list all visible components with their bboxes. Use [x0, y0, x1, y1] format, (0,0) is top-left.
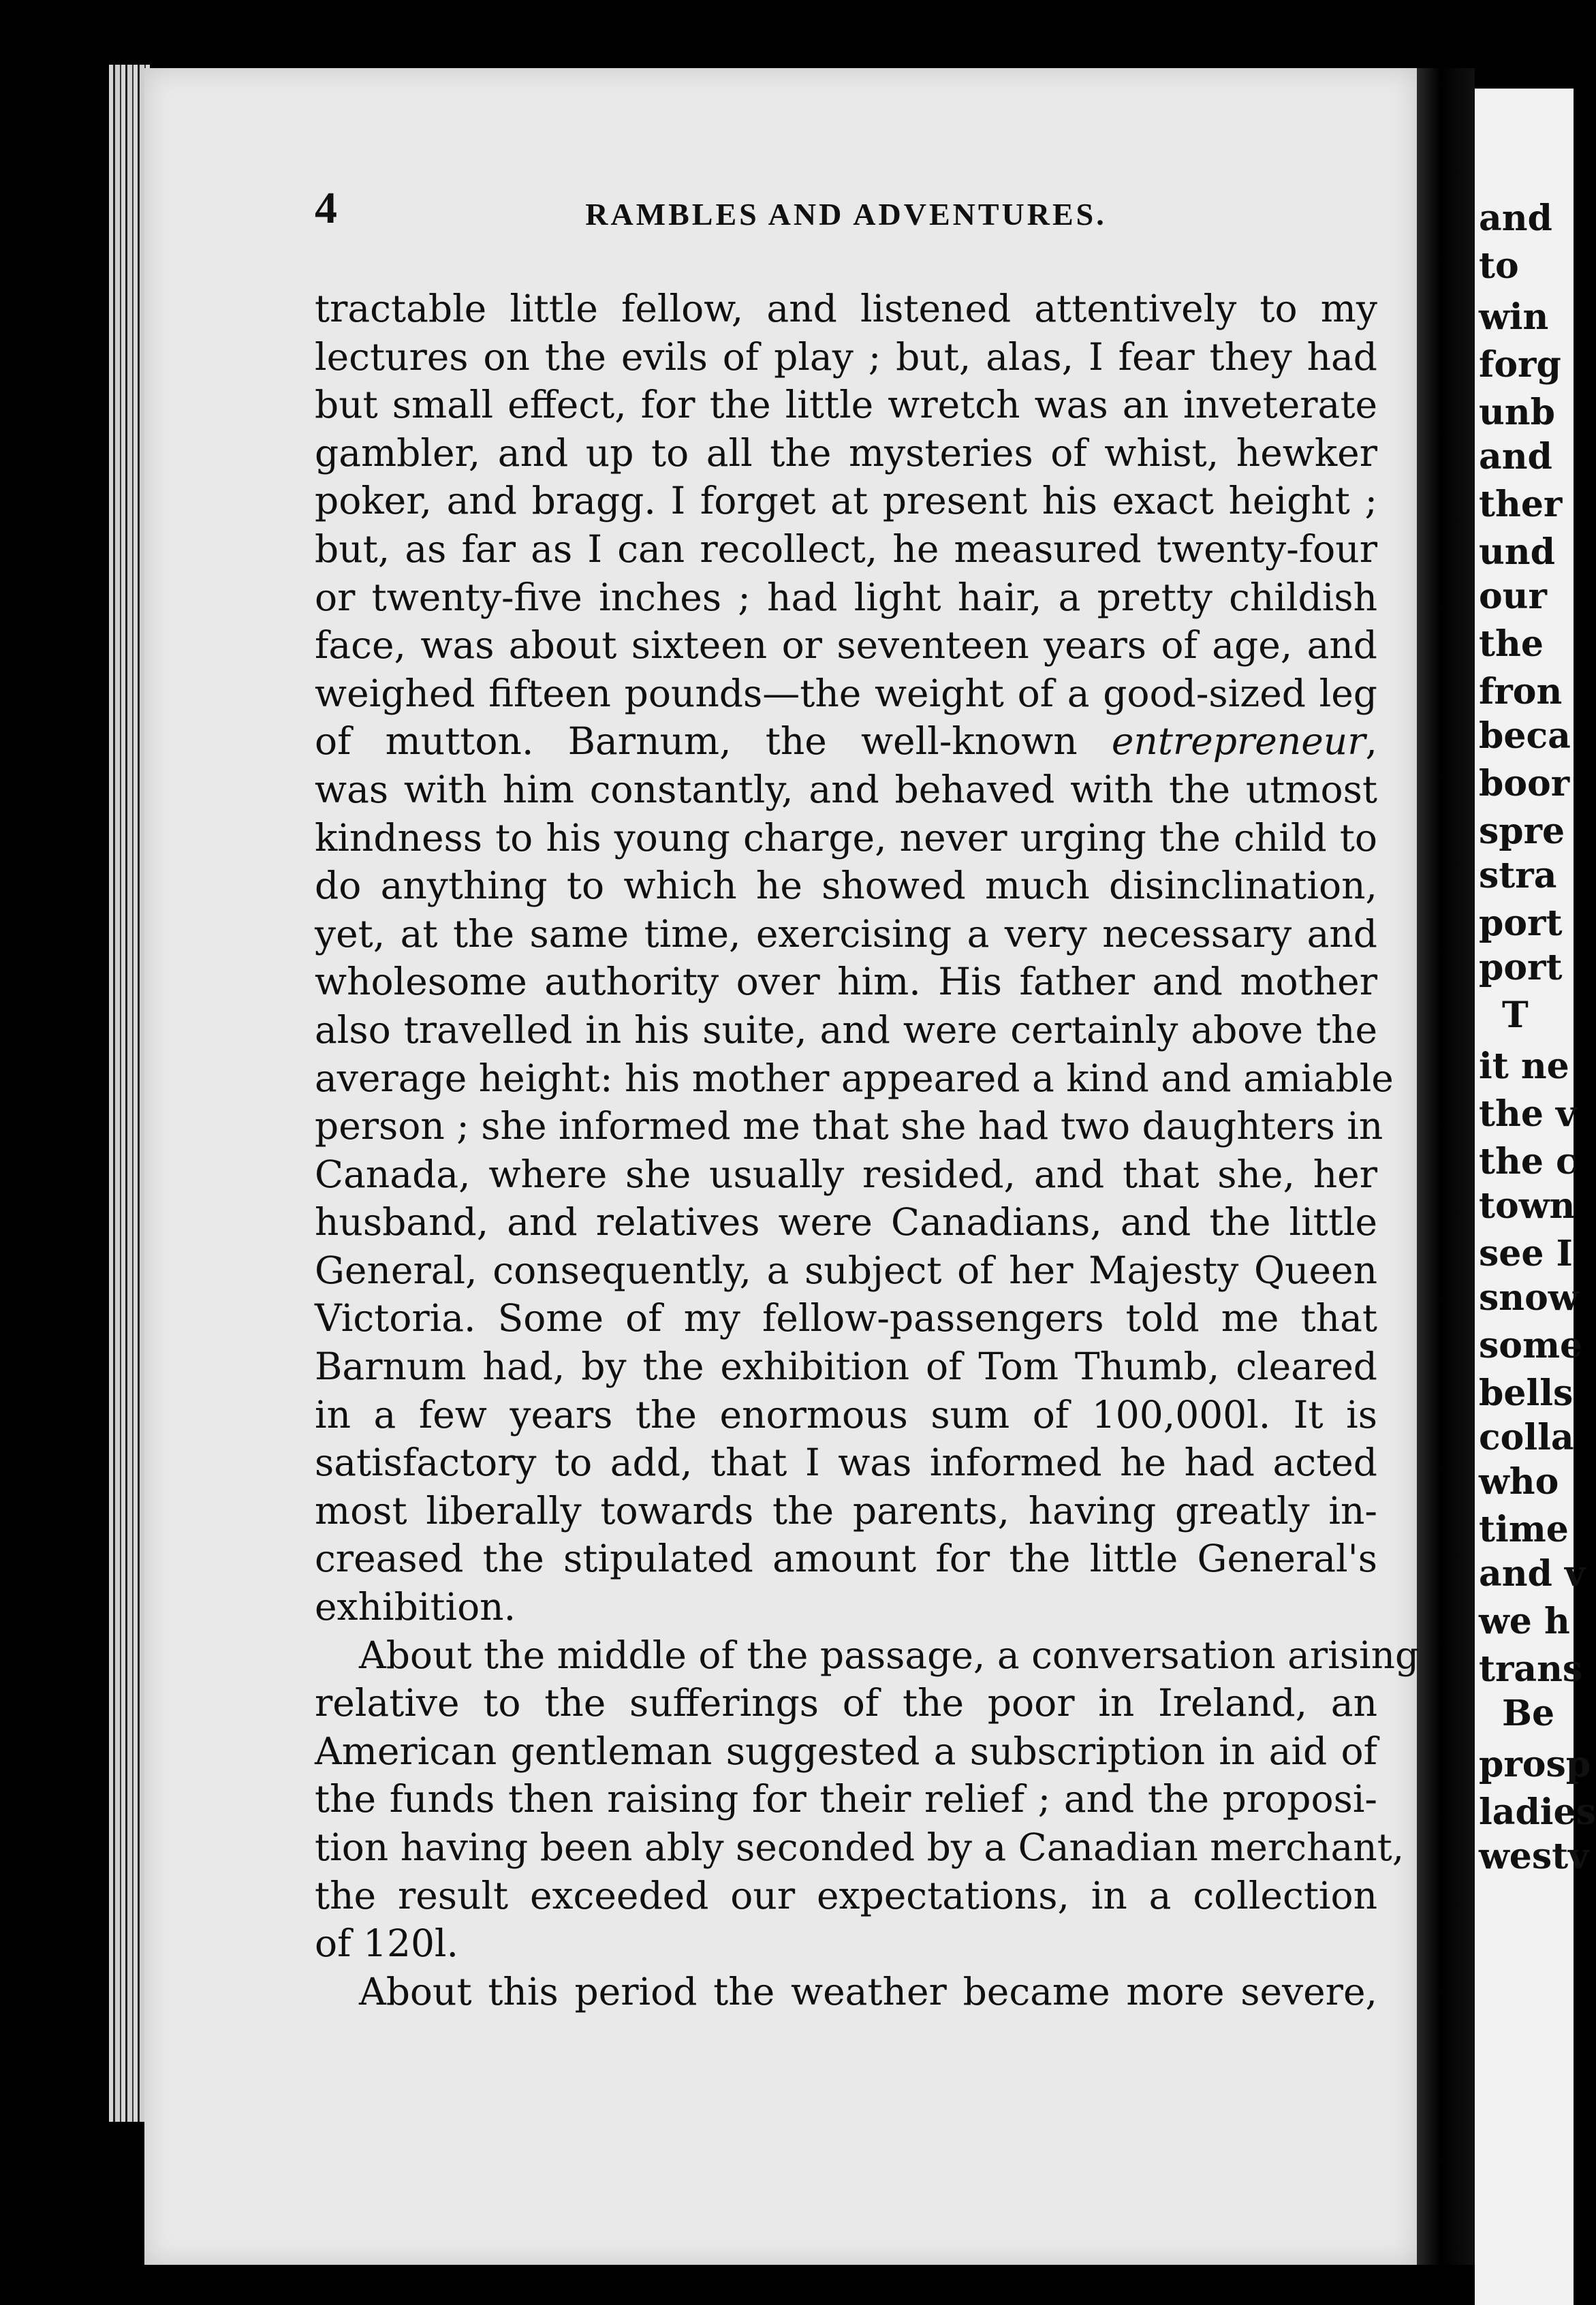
text-line: exhibition.: [315, 1585, 516, 1629]
text-line: most liberally towards the parents, having greatly in-: [315, 1488, 1377, 1533]
adjacent-page-fragment: westv: [1479, 1836, 1589, 1877]
adjacent-page-fragment: forg: [1479, 344, 1561, 386]
text-line: General, consequently, a subject of her Majesty Queen: [315, 1248, 1377, 1292]
adjacent-page-fragment: fron: [1479, 671, 1563, 712]
adjacent-page-fragment: we h: [1479, 1601, 1570, 1642]
adjacent-page-fragment: win: [1479, 296, 1549, 338]
adjacent-page-fragment: who: [1479, 1461, 1559, 1503]
adjacent-page-fragment: the v: [1479, 1093, 1577, 1135]
paragraph: [315, 285, 1394, 1631]
adjacent-page-fragment: and v: [1479, 1553, 1586, 1595]
text-line: but small effect, for the little wretch was an inveterate: [315, 383, 1377, 427]
text-line: also travelled in his suite, and were certainly above the: [315, 1007, 1377, 1052]
page-number: 4: [315, 183, 337, 233]
text-line: creased the stipulated amount for the little General's: [315, 1537, 1377, 1581]
adjacent-page-fragment: the c: [1479, 1141, 1578, 1182]
adjacent-page-fragment: port: [1479, 903, 1563, 944]
adjacent-page-fragment: boor: [1479, 763, 1570, 804]
text-line: Barnum had, by the exhibition of Tom Thumb, cleared: [315, 1345, 1377, 1389]
adjacent-page-strip: [1475, 89, 1596, 2305]
text-line: was with him constantly, and behaved with the utmost: [315, 767, 1377, 811]
text-line: face, was about sixteen or seventeen years of age, and: [315, 623, 1377, 668]
text-line: American gentleman suggested a subscription in aid of: [315, 1729, 1377, 1773]
adjacent-page-fragment: T: [1502, 994, 1529, 1036]
text-line: Canada, where she usually resided, and that she, her: [315, 1152, 1377, 1196]
adjacent-page-fragment: port: [1479, 947, 1563, 988]
text-line: About the middle of the passage, a conversation arising: [359, 1633, 1420, 1677]
adjacent-page-fragment: and: [1479, 436, 1552, 477]
text-line: yet, at the same time, exercising a very necessary and: [315, 911, 1377, 956]
adjacent-page-fragment: ladies: [1479, 1791, 1596, 1833]
scan-border: [0, 0, 109, 2305]
adjacent-page-fragment: some: [1479, 1325, 1583, 1366]
text-line: relative to the sufferings of the poor in Ireland, an: [315, 1681, 1377, 1725]
adjacent-page-fragment: stra: [1479, 855, 1557, 896]
adjacent-page-fragment: Be: [1502, 1693, 1555, 1734]
text-line: average height: his mother appeared a kind and amiable: [315, 1056, 1394, 1100]
page-header: [315, 183, 1377, 237]
text-line: the funds then raising for their relief ; and the proposi-: [315, 1777, 1377, 1821]
text-line: About this period the weather became more severe,: [359, 1969, 1377, 2013]
adjacent-page-fragment: und: [1479, 531, 1555, 573]
text-line: poker, and bragg. I forget at present his exact height ;: [315, 479, 1377, 523]
adjacent-page-fragment: the: [1479, 623, 1544, 665]
adjacent-page-fragment: town: [1479, 1185, 1576, 1227]
paragraph: [315, 1968, 1377, 2016]
paragraph: [315, 1631, 1420, 1968]
running-head: RAMBLES AND ADVENTURES.: [585, 197, 1107, 232]
text-line: tion having been ably seconded by a Canadian merchant,: [315, 1825, 1405, 1869]
text-line: in a few years the enormous sum of 100,000l. It is: [315, 1392, 1377, 1437]
adjacent-page-fragment: time: [1479, 1509, 1569, 1550]
text-line: or twenty-five inches ; had light hair, a pretty childish: [315, 575, 1377, 619]
text-line: husband, and relatives were Canadians, and the little: [315, 1200, 1377, 1244]
text-line: wholesome authority over him. His father and mother: [315, 960, 1377, 1004]
text-line: satisfactory to add, that I was informed he had acted: [315, 1441, 1377, 1485]
adjacent-page-fragment: see I: [1479, 1233, 1573, 1274]
text-line: kindness to his young charge, never urging the child to: [315, 815, 1377, 860]
text-line: person ; she informed me that she had two daughters in: [315, 1104, 1383, 1148]
page-edges: [109, 65, 150, 2122]
adjacent-page-fragment: trans: [1479, 1648, 1583, 1690]
book-gutter: [1417, 68, 1475, 2265]
adjacent-page-fragment: our: [1479, 576, 1547, 617]
adjacent-page-fragment: bells: [1479, 1373, 1574, 1414]
text-line: of 120l.: [315, 1922, 459, 1966]
text-line: gambler, and up to all the mysteries of whist, hewker: [315, 430, 1377, 475]
adjacent-page-fragment: prosp: [1479, 1744, 1591, 1785]
text-line: tractable little fellow, and listened attentively to my: [315, 287, 1377, 330]
text-line: do anything to which he showed much disinclination,: [315, 864, 1377, 908]
italic-word: entrepreneur: [1111, 719, 1366, 764]
adjacent-page-fragment: unb: [1479, 392, 1555, 433]
text-line: weighed fifteen pounds—the weight of a good-sized leg: [315, 671, 1377, 715]
adjacent-page-fragment: colla: [1479, 1417, 1574, 1458]
text-line: the result exceeded our expectations, in a collection: [315, 1873, 1377, 1917]
adjacent-page-fragment: and: [1479, 198, 1552, 239]
adjacent-page-fragment: ther: [1479, 484, 1563, 525]
text-line: Victoria. Some of my fellow-passengers told me that: [315, 1296, 1377, 1340]
adjacent-page-fragment: snow: [1479, 1277, 1579, 1319]
adjacent-page-fragment: beca: [1479, 715, 1571, 757]
text-line: but, as far as I can recollect, he measured twenty-four: [315, 527, 1377, 571]
text-line: lectures on the evils of play ; but, alas, I fear they had: [315, 334, 1377, 379]
adjacent-page-fragment: to: [1479, 245, 1519, 287]
text-line: of mutton. Barnum, the well-known entrepreneur,: [315, 719, 1377, 764]
adjacent-page-fragment: spre: [1479, 811, 1565, 852]
body-text: [315, 285, 1420, 2016]
adjacent-page-fragment: it ne: [1479, 1046, 1569, 1087]
